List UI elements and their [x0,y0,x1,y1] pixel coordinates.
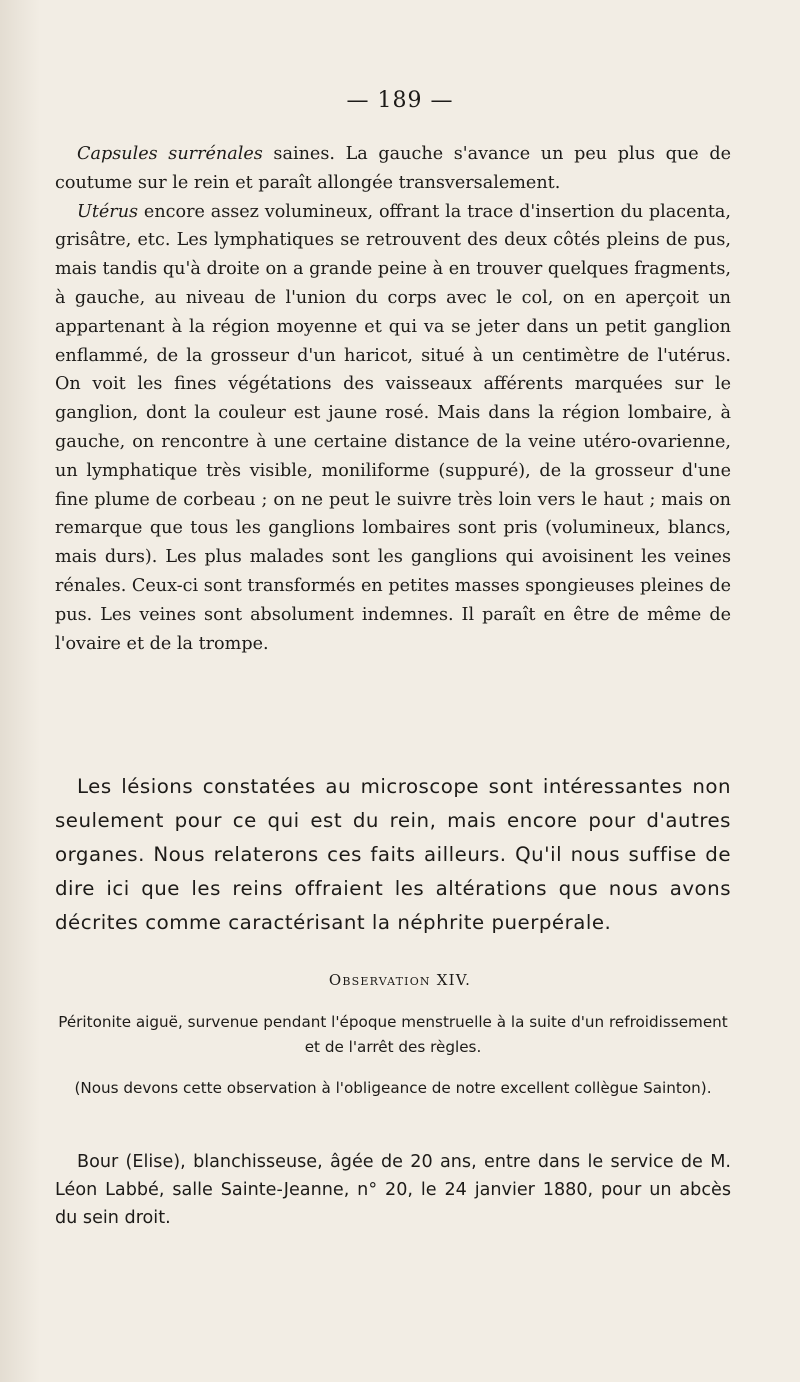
capsules-text: saines. La gauche s'avance un peu plus que de coutume sur le rein et paraît allongée transversalement. [55,144,732,193]
capsules-heading: Capsules surrénales [77,144,263,164]
case-description: Bour (Elise), blanchisseuse, âgée de 20 ans, entre dans le service de M. Léon Labbé, salle Sainte-Jeanne, n° 20, le 24 janvier 1880, pour un abcès du sein droit. [55,1152,731,1228]
observation-title: Péritonite aiguë, survenue pendant l'époque menstruelle à la suite d'un refroidissement et de l'arrêt des règles. [58,1013,728,1056]
paragraph-lesions: Les lésions constatées au microscope sont intéressantes non seulement pour ce qui est du rein, mais encore pour d'autres organes. Nous relaterons ces faits ailleurs. Qu'il nous suffise de dire ici que les reins offraient les altérations que nous avons décrites comme caractérisant la néphrite puerpérale. [55,775,731,934]
autopsy-text [55,140,731,658]
observation-note: (Nous devons cette observation à l'obligeance de notre excellent collègue Sainton). [74,1079,712,1097]
paragraph-capsules [55,140,731,198]
observation-heading: Observation XIV. [328,971,472,989]
paragraph-uterus [55,198,731,659]
uterus-text: encore assez volumineux, offrant la trace d'insertion du placenta, grisâtre, etc. Les lymphatiques se retrouvent des deux côtés pleins de pus, mais tandis qu'à droite on a grande peine à en trouver quelques fragments, à gauche, au niveau de l'union du corps avec le col, on en aperçoit un appartenant à la région moyenne et qui va se jeter dans un petit ganglion enflammé, de la grosseur d'un haricot, situé à un centimètre de l'utérus. On voit les fines végétations des vaisseaux afférents marquées sur le ganglion, dont la couleur est jaune rosé. Mais dans la région lombaire, à gauche, on rencontre à une certaine distance de la veine utéro-ovarienne, un lymphatique très visible, moniliforme (suppuré), de la grosseur d'une fine plume de corbeau ; on ne peut le suivre très loin vers le haut ; mais on remarque que tous les ganglions lombaires sont pris (volumineux, blancs, mais durs). Les plus malades sont les ganglions qui avoisinent les veines rénales. Ceux-ci sont transformés en petites masses spongieuses pleines de pus. Les veines sont absolument indemnes. Il paraît en être de même de l'ovaire et de la trompe. [55,201,731,654]
uterus-heading: Utérus [77,201,139,222]
page-number: — 189 — [346,88,454,113]
